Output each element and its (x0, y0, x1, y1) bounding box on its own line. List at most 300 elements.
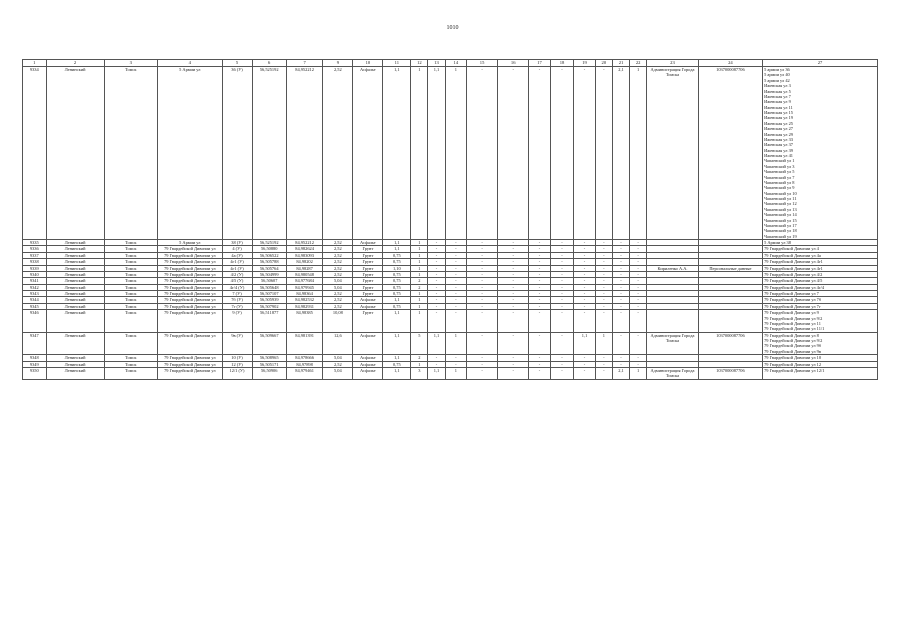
table-cell: - (498, 332, 529, 355)
table-cell: 79 Гвардейской Дивизии ул (158, 367, 222, 379)
address-list-item: 79 Гвардейской Дивизии ул 9б (764, 343, 822, 349)
address-list-item: 5 армии ул 42 (764, 77, 790, 83)
table-cell: - (574, 67, 595, 240)
table-cell: Персональные данные (698, 265, 762, 271)
table-cell: 2,52 (323, 240, 353, 246)
table-cell: Кириленко А.А. (647, 265, 698, 271)
table-row (23, 310, 878, 333)
table-cell: - (630, 355, 647, 361)
table-cell: - (498, 240, 529, 246)
table-cell: Ленинский (46, 246, 104, 252)
address-list-item: 79 Гвардейской Дивизии ул 11 (764, 320, 821, 326)
table-cell: 84,979461 (286, 367, 322, 379)
address-list-item: 5 армии ул 40 (764, 72, 790, 78)
table-cell: Ленинский (46, 310, 104, 333)
table-cell (698, 310, 762, 333)
table-cell: Ленинский (46, 355, 104, 361)
table-cell: Администрация Города Томска (647, 67, 698, 240)
table-cell: Асфальт (353, 303, 383, 309)
table-cell: 1,1 (383, 67, 411, 240)
table-cell: 56,511877 (252, 310, 286, 333)
table-cell: 38 (У) (222, 240, 252, 246)
table-cell: - (574, 271, 595, 277)
table-cell: - (612, 246, 629, 252)
table-cell: - (467, 310, 498, 333)
column-header: 13 (428, 60, 445, 67)
table-cell: 9339 (23, 265, 47, 271)
table-cell: - (630, 284, 647, 290)
table-cell: 79 Гвардейской Дивизии ул 7 (763, 291, 878, 297)
address-list-item: Чапаевский ул 1 (764, 158, 795, 164)
table-cell: 84,98202 (286, 259, 322, 265)
table-cell: - (595, 271, 612, 277)
table-cell: 79 Гвардейской Дивизии ул (158, 284, 222, 290)
table-cell: 2,52 (323, 259, 353, 265)
table-cell: 84,98385 (286, 310, 322, 333)
table-cell: 1 (411, 67, 428, 240)
address-list-item: Ижевская ул 39 (764, 147, 793, 153)
table-cell: - (467, 355, 498, 361)
table-cell: 0,75 (383, 361, 411, 367)
address-list-item: 5 армии ул 36 (764, 67, 790, 72)
address-list-item: Ижевская ул 11 (764, 104, 793, 110)
table-cell: - (630, 297, 647, 303)
table-cell: - (498, 265, 529, 271)
table-cell: - (467, 367, 498, 379)
table-cell: 0,75 (383, 291, 411, 297)
table-cell: 12/1 (У) (222, 367, 252, 379)
table-cell: Администрация Города Томска (647, 367, 698, 379)
table-cell: 1,1 (383, 367, 411, 379)
column-header: 20 (595, 60, 612, 67)
table-cell: - (529, 67, 550, 240)
table-cell: - (612, 303, 629, 309)
table-cell: Томск (104, 291, 158, 297)
table-cell: Томск (104, 297, 158, 303)
table-cell: 7г (У) (222, 303, 252, 309)
table-cell: - (428, 259, 445, 265)
table-cell: 84,982532 (286, 297, 322, 303)
table-cell: - (445, 291, 466, 297)
table-cell: - (498, 310, 529, 333)
table-cell: 84,981391 (286, 332, 322, 355)
table-cell: - (595, 367, 612, 379)
table-cell: 0,75 (383, 303, 411, 309)
column-header: 6 (252, 60, 286, 67)
table-cell: 1037000087706 (698, 332, 762, 355)
table-cell: Администрация Города Томска (647, 332, 698, 355)
address-list-item: Ижевская ул 25 (764, 120, 793, 126)
table-cell: - (467, 278, 498, 284)
header-row (23, 60, 878, 67)
table-cell: 9347 (23, 332, 47, 355)
table-cell: Томск (104, 361, 158, 367)
table-cell: Грунт (353, 259, 383, 265)
address-list-item: Ижевская ул 9 (764, 99, 791, 105)
table-cell: 9335 (23, 240, 47, 246)
table-cell: Томск (104, 265, 158, 271)
table-cell: 2 (411, 278, 428, 284)
table-cell: 2,52 (323, 265, 353, 271)
table-cell: - (498, 67, 529, 240)
table-row (23, 67, 878, 240)
table-cell: 1,1 (383, 332, 411, 355)
table-cell: - (467, 252, 498, 258)
table-cell: - (550, 240, 574, 246)
table-cell: 1 (630, 367, 647, 379)
table-cell: 0,75 (383, 284, 411, 290)
table-cell: 56,525192 (252, 67, 286, 240)
table-cell: 1 (411, 310, 428, 333)
table-cell: 3 (411, 367, 428, 379)
table-cell: 56,525192 (252, 240, 286, 246)
table-cell: 1,1 (428, 367, 445, 379)
table-cell: - (445, 278, 466, 284)
table-cell: - (574, 259, 595, 265)
table-cell: Ленинский (46, 265, 104, 271)
table-cell: Томск (104, 246, 158, 252)
address-list-item: Чапаевский ул 5 (764, 169, 795, 175)
table-cell: 1037000087706 (698, 367, 762, 379)
table-cell: 0,75 (383, 259, 411, 265)
table-cell: 79 Гвардейской Дивизии ул 4 (763, 246, 878, 252)
table-cell: - (445, 246, 466, 252)
table-cell: - (467, 332, 498, 355)
table-cell: 7б (У) (222, 297, 252, 303)
table-cell: - (574, 240, 595, 246)
column-header: 27 (763, 60, 878, 67)
table-cell: 79 Гвардейской Дивизии ул (158, 259, 222, 265)
table-cell: - (445, 297, 466, 303)
table-cell: 9336 (23, 246, 47, 252)
table-cell: - (574, 297, 595, 303)
table-cell: - (467, 303, 498, 309)
table-cell: Асфальт (353, 332, 383, 355)
table-cell: - (595, 278, 612, 284)
table-cell: - (612, 240, 629, 246)
table-cell: 79 Гвардейской Дивизии ул 4г/4 (763, 284, 878, 290)
table-cell: 9340 (23, 271, 47, 277)
table-cell: 1 (445, 332, 466, 355)
table-cell: - (550, 278, 574, 284)
table-cell: - (428, 310, 445, 333)
table-cell: 56,505648 (252, 284, 286, 290)
table-cell: 56,50607 (252, 278, 286, 284)
table-cell: Ленинский (46, 67, 104, 240)
table-cell: - (529, 246, 550, 252)
table-cell: - (428, 297, 445, 303)
table-cell: - (445, 284, 466, 290)
table-cell: - (595, 259, 612, 265)
table-cell: 1 (411, 252, 428, 258)
table-cell: - (498, 367, 529, 379)
table-row (23, 332, 878, 355)
address-list-item: Чапаевский ул 13 (764, 206, 797, 212)
table-cell: - (612, 265, 629, 271)
table-cell: Асфальт (353, 67, 383, 240)
table-cell: - (612, 271, 629, 277)
page-number: 1010 (446, 25, 459, 31)
table-cell: Грунт (353, 310, 383, 333)
table-cell: 1,10 (383, 265, 411, 271)
table-cell: 1 (411, 297, 428, 303)
table-cell: 9341 (23, 278, 47, 284)
table-cell: - (467, 284, 498, 290)
table-cell: Грунт (353, 278, 383, 284)
address-list-item: Ижевская ул 29 (764, 131, 793, 137)
table-cell: 4г1 (У) (222, 259, 252, 265)
table-cell: 1 (411, 265, 428, 271)
table-cell: - (595, 265, 612, 271)
table-cell: 1 (445, 67, 466, 240)
table-cell: Томск (104, 271, 158, 277)
table-cell: 56,509667 (252, 332, 286, 355)
table-cell: 9343 (23, 291, 47, 297)
table-cell: 7 (У) (222, 291, 252, 297)
table-cell: - (498, 252, 529, 258)
address-list-item: Чапаевский ул 11 (764, 196, 797, 201)
table-cell: - (595, 67, 612, 240)
table-cell: - (428, 240, 445, 246)
table-cell: 84,983093 (286, 252, 322, 258)
table-cell: 12 (У) (222, 361, 252, 367)
table-cell: 56,50880 (252, 246, 286, 252)
table-cell: Томск (104, 303, 158, 309)
address-list-item: Чапаевский ул 15 (764, 217, 797, 223)
table-cell: - (498, 271, 529, 277)
table-cell: - (612, 259, 629, 265)
table-cell: - (612, 332, 629, 355)
table-cell: Ленинский (46, 367, 104, 379)
table-cell: Томск (104, 284, 158, 290)
table-cell: - (498, 284, 529, 290)
table-cell: 1 (411, 303, 428, 309)
column-header: 10 (353, 60, 383, 67)
table-cell: Ленинский (46, 240, 104, 246)
column-header: 16 (498, 60, 529, 67)
column-header: 18 (550, 60, 574, 67)
table-cell: 4/2 (У) (222, 271, 252, 277)
address-list-item: Ижевская ул 5 (764, 88, 791, 94)
table-cell: - (498, 355, 529, 361)
address-list-item: Чапаевский ул 18 (764, 228, 797, 234)
table-cell: 9346 (23, 310, 47, 333)
table-cell: - (467, 291, 498, 297)
table-cell: - (529, 291, 550, 297)
table-cell: Ленинский (46, 259, 104, 265)
table-cell: 9в (У) (222, 332, 252, 355)
table-cell: - (574, 284, 595, 290)
table-cell: - (529, 252, 550, 258)
table-cell: - (498, 246, 529, 252)
table-cell: - (428, 361, 445, 367)
table-cell: 56,50906 (252, 367, 286, 379)
table-cell: - (630, 332, 647, 355)
table-cell: - (529, 278, 550, 284)
address-list-item: 79 Гвардейской Дивизии ул 8 (764, 332, 819, 338)
address-list-item: Ижевская ул 41 (764, 153, 793, 158)
column-header: 5 (222, 60, 252, 67)
table-cell: 1 (411, 271, 428, 277)
table-cell: - (550, 265, 574, 271)
table-cell: 84,982624 (286, 246, 322, 252)
table-cell: 79 Гвардейской Дивизии ул (158, 252, 222, 258)
table-cell: 0,75 (383, 278, 411, 284)
table-cell: Томск (104, 252, 158, 258)
table-cell: 9338 (23, 259, 47, 265)
table-cell: Томск (104, 310, 158, 333)
table-cell: - (498, 303, 529, 309)
table-cell: 2,52 (323, 67, 353, 240)
address-list-item: Чапаевский ул 3 (764, 163, 795, 169)
table-cell: Ленинский (46, 271, 104, 277)
table-cell: - (428, 271, 445, 277)
column-header: 22 (630, 60, 647, 67)
table-cell: - (498, 259, 529, 265)
table-cell: - (612, 310, 629, 333)
table-cell: 79 Гвардейской Дивизии ул 4г1 (763, 259, 878, 265)
column-header: 12 (411, 60, 428, 67)
table-cell: 2,52 (323, 252, 353, 258)
table-cell: 79 Гвардейской Дивизии ул (158, 361, 222, 367)
table-cell: - (550, 367, 574, 379)
address-list-item: 79 Гвардейской Дивизии ул 9/2 (764, 315, 823, 321)
table-cell: 9342 (23, 284, 47, 290)
table-cell: Грунт (353, 284, 383, 290)
table-cell: 79 Гвардейской Дивизии ул (158, 291, 222, 297)
address-list-item: 79 Гвардейской Дивизии ул 11/1 (764, 326, 825, 332)
table-cell: 79 Гвардейской Дивизии ул 7б (763, 297, 878, 303)
table-cell: Ленинский (46, 332, 104, 355)
table-cell: - (428, 303, 445, 309)
address-list-item: Ижевская ул 15 (764, 110, 793, 115)
table-cell: 79 Гвардейской Дивизии ул 4а (763, 252, 878, 258)
table-cell: 9 (У) (222, 310, 252, 333)
table-cell: - (550, 291, 574, 297)
table-cell: - (612, 291, 629, 297)
table-cell: 84,952212 (286, 240, 322, 246)
table-cell: - (595, 303, 612, 309)
address-list-item: Чапаевский ул 19 (764, 233, 797, 239)
table-cell: 9348 (23, 355, 47, 361)
table-cell: 79 Гвардейской Дивизии ул (158, 271, 222, 277)
table-cell: - (595, 291, 612, 297)
table-cell: 79 Гвардейской Дивизии ул (158, 303, 222, 309)
table-cell: Ленинский (46, 361, 104, 367)
table-cell: - (498, 361, 529, 367)
table-cell: - (498, 297, 529, 303)
table-cell: - (630, 246, 647, 252)
column-header: 9 (323, 60, 353, 67)
table-cell: - (428, 278, 445, 284)
table-cell: - (630, 278, 647, 284)
table-row (23, 367, 878, 379)
column-header: 11 (383, 60, 411, 67)
table-cell: 56,504999 (252, 271, 286, 277)
table-cell: 79 Гвардейской Дивизии ул (158, 265, 222, 271)
table-cell: - (428, 246, 445, 252)
table-cell: 79 Гвардейской Дивизии ул (158, 310, 222, 333)
address-list-cell (763, 310, 878, 333)
table-cell: - (467, 361, 498, 367)
table-cell: 4а (У) (222, 252, 252, 258)
table-cell: - (467, 67, 498, 240)
table-cell: 4г/4 (У) (222, 284, 252, 290)
table-cell: 1,1 (574, 332, 595, 355)
table-cell: - (550, 361, 574, 367)
table-cell: 4 (У) (222, 246, 252, 252)
table-cell: - (445, 310, 466, 333)
table-cell: - (630, 291, 647, 297)
table-cell: 84,980548 (286, 271, 322, 277)
table-cell: - (630, 252, 647, 258)
table-cell: Грунт (353, 291, 383, 297)
table-cell: 79 Гвардейской Дивизии ул 10 (763, 355, 878, 361)
column-header: 1 (23, 60, 47, 67)
table-cell: - (574, 291, 595, 297)
address-list-item: Чапаевский ул 14 (764, 212, 797, 218)
table-cell: - (467, 240, 498, 246)
table-cell: - (550, 303, 574, 309)
table-cell: 4/5 (У) (222, 278, 252, 284)
table-cell: 56,507902 (252, 303, 286, 309)
table-cell: 84,98364 (286, 291, 322, 297)
table-cell: 5 Армии ул (158, 67, 222, 240)
table-cell: - (595, 284, 612, 290)
table-cell: Томск (104, 67, 158, 240)
table-cell: - (630, 361, 647, 367)
table-cell: - (574, 367, 595, 379)
table-cell: Ленинский (46, 278, 104, 284)
table-cell: 1 (445, 367, 466, 379)
address-list-cell (763, 332, 878, 355)
table-cell: 5 Армии ул 38 (763, 240, 878, 246)
table-cell: - (529, 259, 550, 265)
table-cell: - (595, 355, 612, 361)
table-cell: 84,979945 (286, 284, 322, 290)
table-cell: - (595, 310, 612, 333)
table-cell: 2,52 (323, 297, 353, 303)
column-header: 3 (104, 60, 158, 67)
table-cell: 56,505764 (252, 265, 286, 271)
table-cell: Томск (104, 240, 158, 246)
table-cell: 5 Армии ул (158, 240, 222, 246)
address-list-item: Чапаевский ул 10 (764, 190, 797, 196)
table-cell: 79 Гвардейской Дивизии ул (158, 297, 222, 303)
table-cell: 1,1 (428, 67, 445, 240)
table-cell: - (498, 291, 529, 297)
table-cell: - (467, 265, 498, 271)
address-list-item: Чапаевский ул 17 (764, 222, 797, 228)
table-cell: - (428, 284, 445, 290)
table-cell: 0,75 (383, 271, 411, 277)
table-cell: - (574, 310, 595, 333)
address-list-item: Ижевская ул 3 (764, 83, 791, 89)
table-cell: - (595, 246, 612, 252)
table-cell: 56,505939 (252, 297, 286, 303)
table-cell: - (630, 310, 647, 333)
table-cell: 1037000087706 (698, 67, 762, 240)
table-cell: - (529, 240, 550, 246)
address-list-item: Чапаевский ул 9 (764, 185, 795, 191)
table-cell: - (529, 332, 550, 355)
table-cell: 56,507107 (252, 291, 286, 297)
table-cell: - (428, 265, 445, 271)
table-cell: 56,505788 (252, 259, 286, 265)
table-cell: 79 Гвардейской Дивизии ул 4/5 (763, 278, 878, 284)
table-cell: - (574, 246, 595, 252)
table-cell: - (550, 271, 574, 277)
